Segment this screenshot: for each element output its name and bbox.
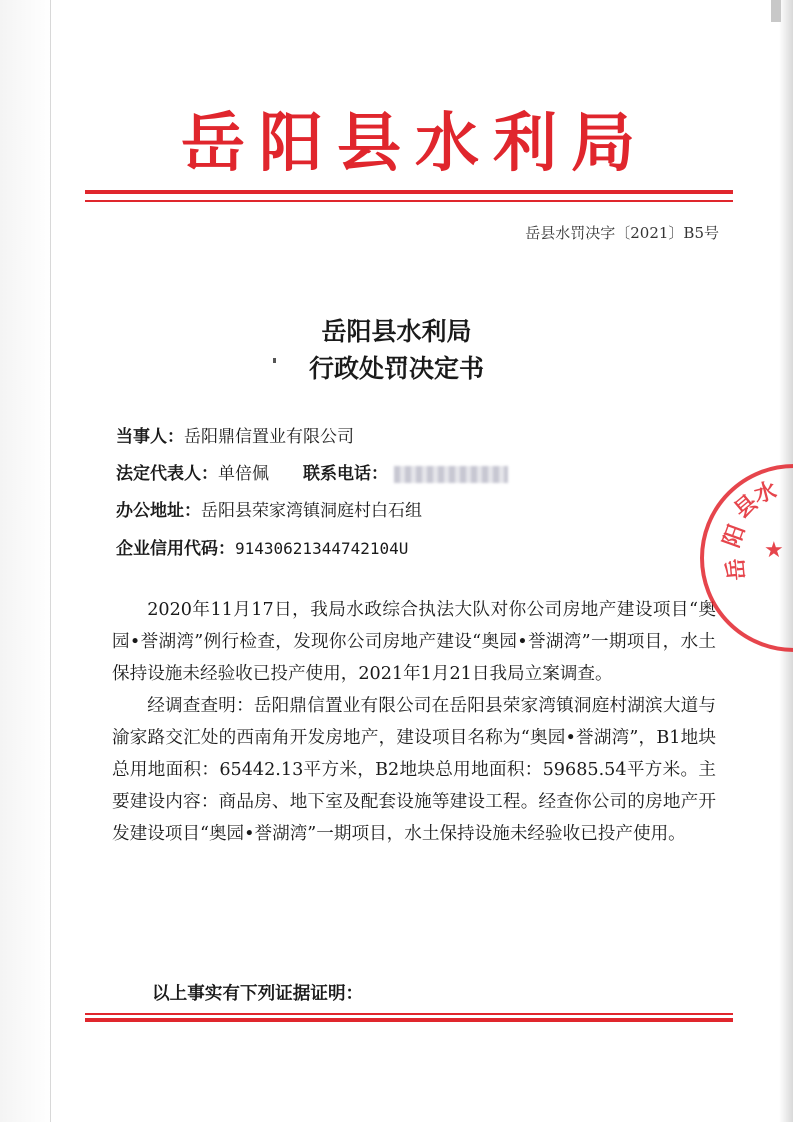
credit-code-label: 企业信用代码： bbox=[116, 539, 235, 559]
decision-body bbox=[112, 594, 716, 850]
legal-rep-row bbox=[116, 456, 716, 493]
document-title-line2: 行政处罚决定书 bbox=[308, 354, 484, 383]
party-value: 岳阳鼎信置业有限公司 bbox=[184, 427, 354, 447]
seal-char-4: 岳 bbox=[722, 557, 751, 582]
seal-char-1: 阳 bbox=[718, 521, 751, 551]
legal-rep-value: 单倍佩 bbox=[218, 464, 269, 484]
footer-red-rule-thin bbox=[85, 1013, 733, 1015]
address-value: 岳阳县荣家湾镇洞庭村白石组 bbox=[201, 501, 422, 521]
letterhead-red-rule-thick bbox=[85, 190, 733, 194]
document-title-line1: 岳阳县水利局 bbox=[321, 317, 472, 346]
letterhead-red-rule-thin bbox=[85, 200, 733, 202]
party-row bbox=[116, 419, 716, 456]
seal-char-2: 县 bbox=[729, 489, 763, 524]
body-paragraph-2: 经调查查明：岳阳鼎信置业有限公司在岳阳县荣家湾镇洞庭村湖滨大道与渝家路交汇处的西南角开发房地产，建设项目名称为“奥园•誉湖湾”，B1地块总用地面积：65442.13平方米，B2地块总用地面积：59685.54平方米。主要建设内容：商品房、地下室及配套设施等建设工程。经查你公司的房地产开发建设项目“奥园•誉湖湾”一期项目，水土保持设施未经验收已投产使用。 bbox=[112, 696, 716, 844]
body-paragraph-1: 2020年11月17日，我局水政综合执法大队对你公司房地产建设项目“奥园•誉湖湾”例行检查，发现你公司房地产建设“奥园•誉湖湾”一期项目，水土保持设施未经验收已投产使用，2021年1月21日我局立案调查。 bbox=[112, 600, 716, 684]
evidence-heading: 以上事实有下列证据证明： bbox=[152, 984, 364, 1004]
legal-rep-label: 法定代表人： bbox=[116, 464, 218, 484]
letterhead-org-name: 岳阳县水利局 bbox=[181, 106, 649, 181]
phone-redacted bbox=[394, 466, 508, 483]
phone-label: 联系电话： bbox=[303, 464, 388, 484]
credit-code-row bbox=[116, 530, 716, 567]
credit-code-value: 91430621344742104U bbox=[235, 539, 409, 558]
footer-red-rule-thick bbox=[85, 1018, 733, 1022]
document-number: 岳县水罚决字〔2021〕B5号 bbox=[525, 224, 719, 242]
seal-star-icon: ★ bbox=[764, 538, 784, 563]
address-label: 办公地址： bbox=[116, 501, 201, 521]
seal-char-3: 水 bbox=[751, 477, 780, 509]
address-row bbox=[116, 493, 716, 530]
party-info-block bbox=[116, 419, 716, 567]
party-label: 当事人： bbox=[116, 427, 184, 447]
